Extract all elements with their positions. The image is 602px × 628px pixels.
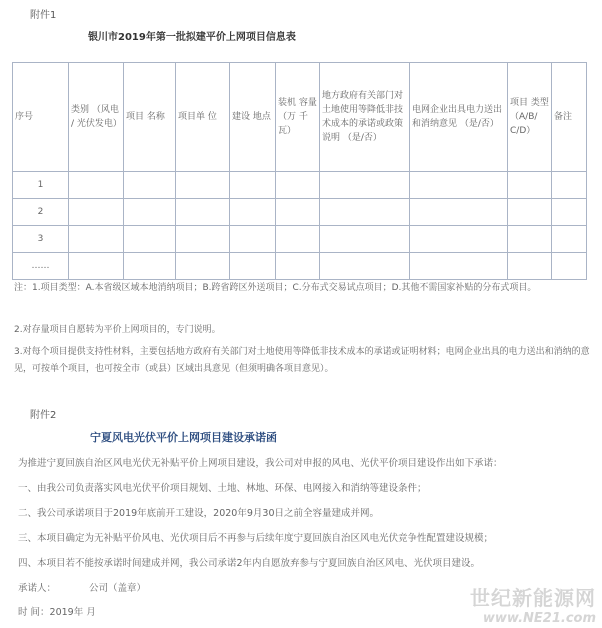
attachment2-title: 宁夏风电光伏平价上网项目建设承诺函: [90, 431, 277, 444]
table-cell: [276, 199, 320, 226]
table-cell: [176, 253, 230, 280]
table-cell: [410, 253, 508, 280]
watermark-cn: 世纪新能源网: [470, 586, 596, 610]
table-cell: [410, 199, 508, 226]
table-row: [13, 226, 587, 253]
header-cell: 项目 类型 （A/B/ C/D）: [508, 63, 552, 172]
header-cell: 装机 容量（万 千瓦）: [276, 63, 320, 172]
table-cell: [69, 226, 124, 253]
commitment-item-4: 四、本项目若不能按承诺时间建成并网，我公司承诺2年内自愿放弃参与宁夏回族自治区风电、光伏项目建设。: [18, 558, 481, 569]
header-cell: 类别 （风电 / 光伏发电）: [69, 63, 124, 172]
table-cell: [508, 226, 552, 253]
table-cell: [124, 253, 176, 280]
table-cell: [124, 199, 176, 226]
note-1: 注：1.项目类型：A.本省级区域本地消纳项目；B.跨省跨区外送项目；C.分布式交易试点项目；D.其他不需国家补贴的分布式项目。: [14, 283, 537, 293]
table-cell: [69, 199, 124, 226]
table-cell: [176, 199, 230, 226]
signer-label: 承诺人：: [18, 583, 57, 594]
table-cell: [320, 226, 410, 253]
header-cell: 地方政府有关部门对土地使用等降低非技术成本的承诺或政策说明 （是/否）: [320, 63, 410, 172]
project-info-table: [12, 62, 587, 280]
table-cell: [230, 172, 276, 199]
commitment-item-1: 一、由我公司负责落实风电光伏平价项目规划、土地、林地、环保、电网接入和消纳等建设条件；: [18, 483, 427, 494]
attachment1-label: 附件1: [30, 10, 57, 21]
commitment-intro: 为推进宁夏回族自治区风电光伏无补贴平价上网项目建设，我公司对申报的风电、光伏平价项目建设作出如下承诺：: [18, 458, 503, 469]
table-cell: [410, 172, 508, 199]
table-cell: [276, 226, 320, 253]
attachment2-label: 附件2: [30, 410, 57, 421]
note-2: 2.对存量项目自愿转为平价上网项目的，专门说明。: [14, 325, 221, 335]
table-cell: [124, 226, 176, 253]
table-cell: [276, 253, 320, 280]
row-number-cell: ……: [13, 253, 69, 280]
table-cell: [552, 253, 587, 280]
table-header-row: [13, 63, 587, 172]
table-cell: [69, 253, 124, 280]
table-row: [13, 172, 587, 199]
commitment-item-2: 二、我公司承诺项目于2019年底前开工建设，2020年9月30日之前全容量建成并网。: [18, 508, 379, 519]
company-label: 公司（盖章）: [89, 583, 147, 594]
watermark-url: www.NE21.com: [482, 611, 596, 626]
header-cell: 项目单 位: [176, 63, 230, 172]
table-cell: [124, 172, 176, 199]
table-cell: [410, 226, 508, 253]
table-cell: [552, 172, 587, 199]
table-cell: [176, 172, 230, 199]
header-cell: 备注: [552, 63, 587, 172]
table-cell: [508, 253, 552, 280]
table-cell: [176, 226, 230, 253]
header-cell: 项目 名称: [124, 63, 176, 172]
table-cell: [276, 172, 320, 199]
row-number-cell: 1: [13, 172, 69, 199]
note-3: 3.对每个项目提供支持性材料，主要包括地方政府有关部门对土地使用等降低非技术成本的承诺或证明材料；电网企业出具的电力送出和消纳的意见，可按单个项目，也可按全市（或县）区域出具意见（但须明确各项目意见）。: [14, 347, 590, 374]
header-cell: 建设 地点: [230, 63, 276, 172]
watermark: [470, 582, 596, 626]
table-cell: [552, 226, 587, 253]
table-cell: [230, 226, 276, 253]
table-row: [13, 253, 587, 280]
table-cell: [320, 199, 410, 226]
table-cell: [508, 172, 552, 199]
row-number-cell: 2: [13, 199, 69, 226]
attachment1-title: 银川市2019年第一批拟建平价上网项目信息表: [88, 32, 296, 43]
table-cell: [320, 253, 410, 280]
table-cell: [320, 172, 410, 199]
commitment-item-3: 三、本项目确定为无补贴平价风电、光伏项目后不再参与后续年度宁夏回族自治区风电光伏竞争性配置建设规模；: [18, 533, 494, 544]
time-line: 时 间：2019年 月: [18, 607, 96, 618]
row-number-cell: 3: [13, 226, 69, 253]
header-cell: 序号: [13, 63, 69, 172]
header-cell: 电网企业出具电力送出和消纳意见 （是/否）: [410, 63, 508, 172]
table-cell: [69, 172, 124, 199]
signer-line: [18, 580, 146, 594]
table-row: [13, 199, 587, 226]
table-cell: [508, 199, 552, 226]
table-cell: [552, 199, 587, 226]
table-cell: [230, 253, 276, 280]
table-cell: [230, 199, 276, 226]
